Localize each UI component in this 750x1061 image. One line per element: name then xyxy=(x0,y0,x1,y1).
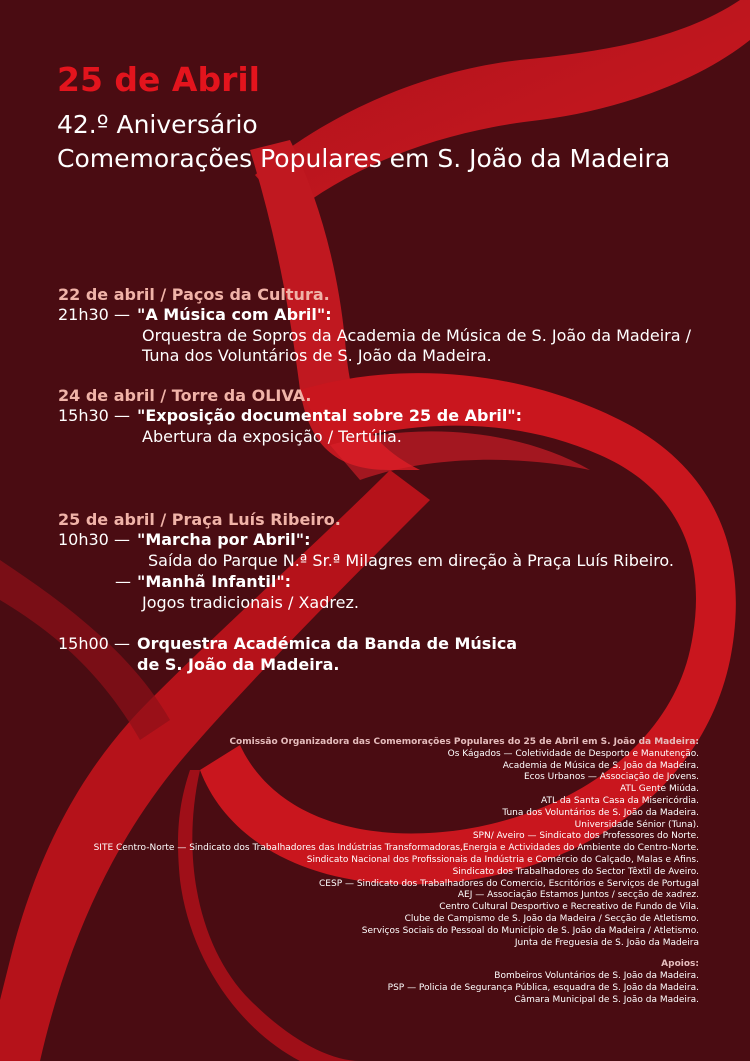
event-title-1: "A Música com Abril": xyxy=(137,305,332,324)
event-time-3c: 15h00 — xyxy=(58,634,130,653)
event-time-1: 21h30 — xyxy=(58,305,130,324)
event-time-2: 15h30 — xyxy=(58,406,130,425)
event-title-3b: "Manhã Infantil": xyxy=(137,572,292,591)
event-date-2: 24 de abril / Torre da OLIVA. xyxy=(58,386,312,405)
organizer-item: Ecos Urbanos — Associação de Jovens. xyxy=(523,772,699,783)
event-title-3: "Marcha por Abril": xyxy=(137,530,311,549)
organizer-item: Os Kágados — Coletividade de Desporto e Manutenção. xyxy=(447,748,699,759)
supporter-item: Câmara Municipal de S. João da Madeira. xyxy=(514,994,699,1005)
organizers-block xyxy=(94,737,699,1007)
event-title-3c: Orquestra Académica da Banda de Música xyxy=(137,634,518,653)
organizer-item: AEJ — Associação Estamos Juntos / secção de xadrez. xyxy=(457,890,699,901)
event-dash-3b: — xyxy=(115,572,131,591)
event-title-2: "Exposição documental sobre 25 de Abril": xyxy=(137,406,523,425)
organizer-item: Universidade Sénior (Tuna). xyxy=(574,819,699,830)
organizer-item: SITE Centro-Norte — Sindicato dos Trabalhadores das Indústrias Transformadoras,Energia e Actividades do Ambiente do Centro-Norte. xyxy=(93,843,699,854)
organizer-item: Sindicato Nacional dos Profissionais da Indústria e Comércio do Calçado, Malas e Afins. xyxy=(306,854,699,865)
organizer-item: Academia de Música de S. João da Madeira. xyxy=(502,760,699,771)
event-detail-2: Abertura da exposição / Tertúlia. xyxy=(142,427,402,446)
event-detail-3: Saída do Parque N.ª Sr.ª Milagres em direção à Praça Luís Ribeiro. xyxy=(148,551,675,570)
organizer-item: ATL da Santa Casa da Misericórdia. xyxy=(541,795,699,806)
organizers-heading: Comissão Organizadora das Comemorações Populares do 25 de Abril em S. João da Madeira: xyxy=(229,737,699,747)
poster-title: 25 de Abril xyxy=(57,60,260,99)
event-detail-1b: Tuna dos Voluntários de S. João da Madeira. xyxy=(142,346,492,365)
poster-subtitle: Comemorações Populares em S. João da Madeira xyxy=(57,144,671,173)
organizer-item: Sindicato dos Trabalhadores do Sector Têxtil de Aveiro. xyxy=(452,866,699,877)
event-title-3c-line2: de S. João da Madeira. xyxy=(137,655,340,674)
organizer-item: Centro Cultural Desportivo e Recreativo de Fundo de Vila. xyxy=(439,902,699,913)
organizer-item: Clube de Campismo de S. João da Madeira / Secção de Atletismo. xyxy=(404,913,699,924)
event-detail-3b: Jogos tradicionais / Xadrez. xyxy=(142,593,359,612)
supporter-item: PSP — Policia de Segurança Pública, esquadra de S. João da Madeira. xyxy=(387,982,699,993)
organizer-item: SPN/ Aveiro — Sindicato dos Professores do Norte. xyxy=(472,831,699,842)
anniversary-heading: 42.º Aniversário xyxy=(57,110,258,139)
organizer-item: Junta de Freguesia de S. João da Madeira xyxy=(514,937,699,948)
organizer-item: ATL Gente Miúda. xyxy=(619,784,699,795)
organizer-item: Tuna dos Voluntários de S. João da Madeira. xyxy=(502,807,699,818)
supporter-item: Bombeiros Voluntários de S. João da Madeira. xyxy=(494,971,699,982)
supporters-heading: Apoios: xyxy=(661,959,699,970)
event-detail-1a: Orquestra de Sopros da Academia de Música de S. João da Madeira / xyxy=(142,326,692,345)
organizer-item: Serviços Sociais do Pessoal do Município de S. João da Madeira / Atletismo. xyxy=(361,925,699,936)
event-date-3: 25 de abril / Praça Luís Ribeiro. xyxy=(58,510,341,529)
event-date-1: 22 de abril / Paços da Cultura. xyxy=(58,285,330,304)
event-time-3: 10h30 — xyxy=(58,530,130,549)
organizer-item: CESP — Sindicato dos Trabalhadores do Comercio, Escritórios e Serviços de Portugal xyxy=(319,878,699,889)
